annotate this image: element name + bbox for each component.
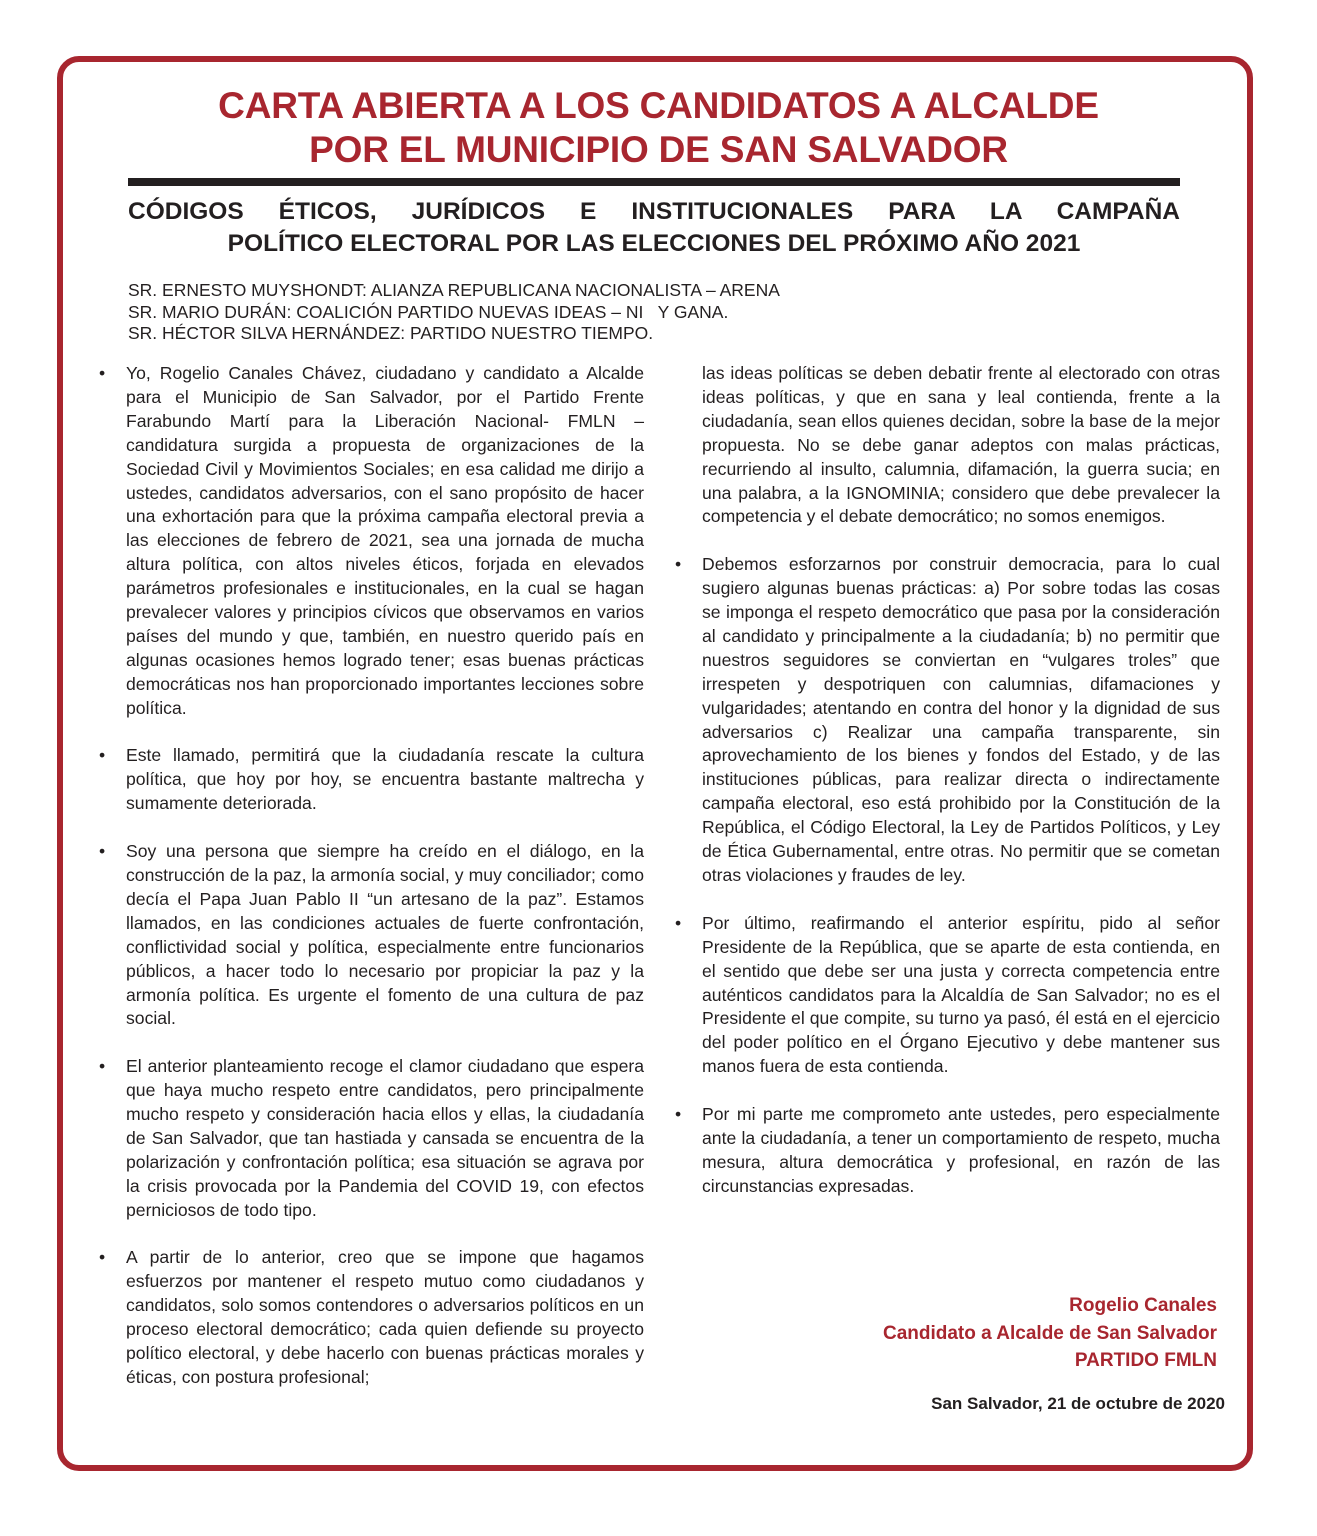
bullet-paragraph — [99, 1246, 644, 1389]
signature-block — [883, 1292, 1217, 1375]
paragraph-text: A partir de lo anterior, creo que se impone que hagamos esfuerzos por mantener el respeto mutuo como ciudadanos y candidatos, solo somos contendores o adversarios políticos en un proceso electoral democrático; cada quien defiende su proyecto político electoral, y debe hacerlo con buenas prácticas morales y éticas, con postura profesional; — [126, 1247, 644, 1387]
title-line-1: CARTA ABIERTA A LOS CANDIDATOS A ALCALDE — [218, 85, 1099, 126]
bullet-paragraph — [99, 1055, 644, 1222]
signature-party: PARTIDO FMLN — [1074, 1350, 1217, 1371]
paragraph-text: El anterior planteamiento recoge el clamor ciudadano que espera que haya mucho respeto entre candidatos, pero principalmente mucho respeto y consideración hacia ellos y ellas, la ciudadanía de San Salvador, que tan hastiada y cansada se encuentra de la polarización y confrontación política; esa situación se agrava por la crisis provocada por la Pandemia del COVID 19, con efectos perniciosos de todo tipo. — [126, 1056, 644, 1220]
paragraph-text: Debemos esforzarnos por construir democracia, para lo cual sugiero algunas buenas prácticas: a) Por sobre todas las cosas se imponga el respeto democrático que pasa por la consideración al candidato y principalmente a la ciudadanía; b) no permitir que nuestros seguidores se conviertan en “vulgares troles” que irrespeten y despotriquen con calumnias, difamaciones y vulgaridades; atentando en contra del honor y la dignidad de sus adversarios c) Realizar una campaña transparente, sin aprovechamiento de los bienes y fondos del Estado, y de las instituciones públicas, para realizar directa o indirectamente campaña electoral, eso está prohibido por la Constitución de la República, el Código Electoral, la Ley de Partidos Políticos, y Ley de Ética Gubernamental, entre otras. No permitir que se cometan otras violaciones y fraudes de ley. — [702, 554, 1220, 886]
bullet-icon: • — [675, 912, 682, 933]
paragraph-text: Este llamado, permitirá que la ciudadanía rescate la cultura política, que hoy por hoy, se encuentra bastante maltrecha y sumamente deteriorada. — [126, 745, 644, 814]
right-column — [675, 362, 1220, 1223]
paragraph-text: las ideas políticas se deben debatir frente al electorado con otras ideas políticas, y que en sana y leal contienda, frente a la ciudadanía, sean ellos quienes decidan, sobre la base de la mejor propuesta. No se debe ganar adeptos con malas prácticas, recurriendo al insulto, calumnia, difamación, la guerra sucia; en una palabra, a la IGNOMINIA; considero que debe prevalecer la competencia y el debate democrático; no somos enemigos. — [702, 363, 1220, 527]
addressee-nuestro-tiempo: SR. HÉCTOR SILVA HERNÁNDEZ: PARTIDO NUESTRO TIEMPO. — [128, 323, 654, 343]
signature-role: Candidato a Alcalde de San Salvador — [882, 1322, 1217, 1344]
bullet-paragraph — [675, 1103, 1220, 1199]
bullet-icon: • — [99, 745, 106, 766]
bullet-icon: • — [99, 841, 106, 862]
bullet-icon: • — [675, 1104, 682, 1125]
title-line-2: POR EL MUNICIPIO DE SAN SALVADOR — [309, 129, 1008, 170]
addressee-nuevas-ideas: SR. MARIO DURÁN: COALICIÓN PARTIDO NUEVAS IDEAS – NI Y GANA. — [128, 301, 729, 322]
paragraph-text: Soy una persona que siempre ha creído en el diálogo, en la construcción de la paz, la armonía social, y muy conciliador; como decía el Papa Juan Pablo II “un artesano de la paz”. Estamos llamados, en las condiciones actuales de fuerte confrontación, conflictividad social y política, especialmente entre funcionarios públicos, a hacer todo lo necesario por propiciar la paz y la armonía política. Es urgente el fomento de una cultura de paz social. — [126, 841, 644, 1029]
bullet-icon: • — [99, 363, 106, 383]
bullet-icon: • — [675, 554, 682, 575]
signature-name: Rogelio Canales — [1069, 1295, 1217, 1316]
left-column — [99, 362, 644, 1414]
bullet-paragraph — [675, 553, 1220, 888]
addressee-arena: SR. ERNESTO MUYSHONDT: ALIANZA REPUBLICANA NACIONALISTA – ARENA — [128, 280, 780, 300]
bullet-paragraph — [99, 362, 644, 721]
subtitle-line-2: POLÍTICO ELECTORAL POR LAS ELECCIONES DEL PRÓXIMO AÑO 2021 — [227, 230, 1081, 257]
letter-title — [0, 84, 1317, 172]
letter-subtitle — [128, 196, 1180, 260]
bullet-icon: • — [99, 1056, 106, 1077]
bullet-icon: • — [99, 1247, 106, 1268]
paragraph-text: Por último, reafirmando el anterior espíritu, pido al señor Presidente de la República, que se aparte de esta contienda, en el sentido que debe ser una justa y correcta competencia entre auténticos candidatos para la Alcaldía de San Salvador; no es el Presidente el que compite, su turno ya pasó, él está en el ejercicio del poder político en el Órgano Ejecutivo y debe mantener sus manos fuera de esta contienda. — [702, 912, 1220, 1077]
continued-paragraph — [675, 362, 1220, 529]
subtitle-line-1: CÓDIGOS ÉTICOS, JURÍDICOS E INSTITUCIONALES PARA LA CAMPAÑA — [128, 198, 1180, 225]
bullet-paragraph — [675, 912, 1220, 1079]
paragraph-text: Por mi parte me comprometo ante ustedes, pero especialmente ante la ciudadanía, a tener un comportamiento de respeto, mucha mesura, altura democrática y profesional, en razón de las circunstancias expresadas. — [702, 1104, 1220, 1196]
bullet-paragraph — [99, 840, 644, 1031]
place-and-date: San Salvador, 21 de octubre de 2020 — [931, 1394, 1225, 1413]
bullet-paragraph — [99, 744, 644, 816]
paragraph-text: Yo, Rogelio Canales Chávez, ciudadano y candidato a Alcalde para el Municipio de San Salvador, por el Partido Frente Farabundo Martí para la Liberación Nacional- FMLN – candidatura surgida a propuesta de organizaciones de la Sociedad Civil y Movimientos Sociales; en esa calidad me dirijo a ustedes, candidatos adversarios, con el sano propósito de hacer una exhortación para que la próxima campaña electoral previa a las elecciones de febrero de 2021, sea una jornada de mucha altura política, con altos niveles éticos, forjada en elevados parámetros profesionales e institucionales, en la cual se hagan prevalecer valores y principios cívicos que observamos en varios países del mundo y que, también, en nuestro querido país en algunas ocasiones hemos logrado tener; esas buenas prácticas democráticas nos han proporcionado importantes lecciones sobre política. — [126, 363, 644, 718]
addressee-list — [128, 280, 780, 345]
title-divider — [128, 178, 1180, 186]
